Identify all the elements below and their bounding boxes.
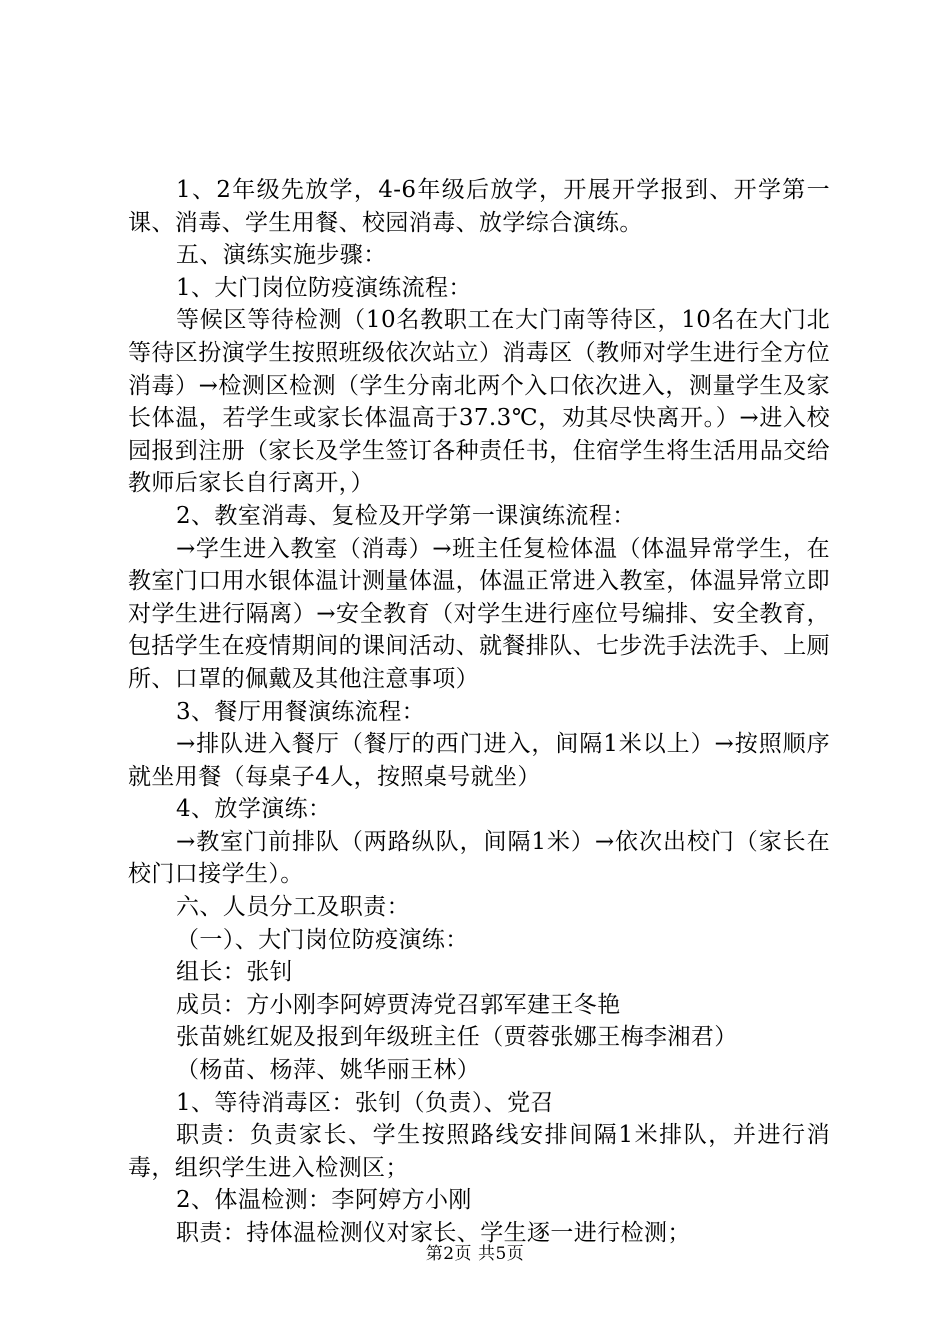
team-leader-line: 组长：张钊 bbox=[176, 959, 293, 986]
paragraph-dismissal-order: 1、2年级先放学，4-6年级后放学，开展开学报到、开学第一课、消毒、学生用餐、校园消毒、放学综合演练。 bbox=[128, 177, 830, 236]
role-temperature-check: 2、体温检测：李阿婷方小刚 bbox=[176, 1187, 472, 1214]
page-footer: 第2页 共5页 bbox=[425, 1244, 525, 1264]
paragraph-classroom-process: →学生进入教室（消毒）→班主任复检体温（体温异常学生，在教室门口用水银体温计测量体温，体温正常进入教室，体温异常立即对学生进行隔离）→安全教育（对学生进行座位号编排、安全教育，包括学生在疫情期间的课间活动、就餐排队、七步洗手法洗手、上厕所、口罩的佩戴及其他注意事项） bbox=[128, 535, 830, 692]
duty-temperature-check: 职责：持体温检测仪对家长、学生逐一进行检测； bbox=[176, 1220, 691, 1246]
subheading-canteen-drill: 3、餐厅用餐演练流程： bbox=[176, 698, 426, 725]
section-heading-staffing: 六、人员分工及职责： bbox=[176, 894, 410, 921]
subheading-dismissal-drill: 4、放学演练： bbox=[176, 796, 332, 823]
subheading-gate-team: （一）、大门岗位防疫演练： bbox=[176, 926, 469, 953]
team-members-line: 成员：方小刚李阿婷贾涛党召郭军建王冬艳 bbox=[176, 991, 621, 1018]
section-heading-steps: 五、演练实施步骤： bbox=[176, 242, 387, 269]
team-members-extra: （杨苗、杨萍、姚华丽王林） bbox=[176, 1057, 481, 1084]
subheading-classroom-drill: 2、教室消毒、复检及开学第一课演练流程： bbox=[176, 502, 636, 529]
subheading-gate-drill: 1、大门岗位防疫演练流程： bbox=[176, 274, 472, 301]
role-disinfection-area: 1、等待消毒区：张钊（负责）、党召 bbox=[176, 1089, 554, 1116]
document-body bbox=[128, 174, 830, 1250]
paragraph-gate-process: 等候区等待检测（10名教职工在大门南等待区，10名在大门北等待区扮演学生按照班级依次站立）消毒区（教师对学生进行全方位消毒）→检测区检测（学生分南北两个入口依次进入，测量学生及家长体温，若学生或家长体温高于37.3℃，劝其尽快离开。）→进入校园报到注册（家长及学生签订各种责任书，住宿学生将生活用品交给教师后家长自行离开，） bbox=[128, 307, 830, 497]
duty-disinfection-area: 职责：负责家长、学生按照路线安排间隔1米排队，并进行消毒，组织学生进入检测区； bbox=[128, 1122, 830, 1181]
paragraph-dismissal-process: →教室门前排队（两路纵队，间隔1米）→依次出校门（家长在校门口接学生）。 bbox=[128, 828, 830, 888]
paragraph-canteen-process: →排队进入餐厅（餐厅的西门进入，间隔1米以上）→按照顺序就坐用餐（每桌子4人，按照桌号就坐） bbox=[128, 731, 830, 790]
team-members-continued: 张苗姚红妮及报到年级班主任（贾蓉张娜王梅李湘君） bbox=[176, 1024, 738, 1051]
